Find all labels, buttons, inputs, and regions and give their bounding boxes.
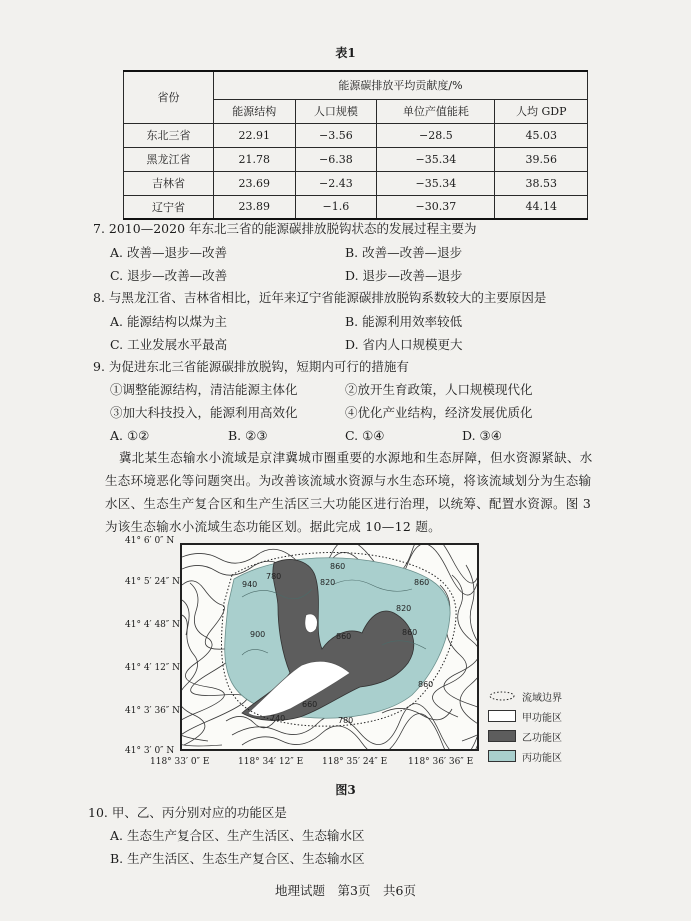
row-name: 黑龙江省 (124, 147, 214, 171)
functional-zone-map (180, 543, 479, 751)
contour-label: 780 (266, 572, 282, 581)
table-row (124, 195, 588, 219)
q9-option-a[interactable]: A. ①② (110, 428, 150, 443)
jia-swatch (488, 710, 516, 722)
contour-label: 740 (270, 714, 286, 723)
contour-label: 820 (320, 578, 336, 587)
q9-statement-1: ①调整能源结构，清洁能源主体化 (110, 382, 298, 397)
legend-label: 流域边界 (522, 692, 562, 704)
contour-label: 860 (414, 578, 430, 587)
bing-swatch (488, 750, 516, 762)
legend-label: 丙功能区 (522, 752, 562, 764)
column-header: 单位产值能耗 (377, 99, 495, 123)
cell: −35.34 (377, 171, 495, 195)
cell: −1.6 (295, 195, 377, 219)
lat-label: 41° 3′ 0″ N (125, 746, 175, 756)
q10-option-b[interactable]: B. 生产生活区、生态生产复合区、生态输水区 (110, 851, 365, 866)
yi-swatch (488, 730, 516, 742)
lat-label: 41° 6′ 0″ N (125, 536, 175, 546)
lon-label: 118° 34′ 12″ E (238, 757, 304, 767)
lon-label: 118° 35′ 24″ E (322, 757, 388, 767)
cell: −2.43 (295, 171, 377, 195)
data-table (123, 70, 588, 220)
map-legend (488, 686, 588, 766)
cell: 38.53 (495, 171, 588, 195)
q9-stem: 9. 为促进东北三省能源碳排放脱钩，短期内可行的措施有 (93, 359, 409, 374)
column-header: 人口规模 (295, 99, 377, 123)
contour-label: 660 (302, 700, 318, 709)
passage-text: 冀北某生态输水小流域是京津冀城市圈重要的水源地和生态屏障，但水资源紧缺、水生态环境恶化等问题突出。为改善该流域水资源与水生态环境，将该流域划分为生态输水区、生态生产复合区和生产生活区三大功能区进行治理，以统筹、配置水资源。图 3 为该生态输水小流域生态功能区划。据此完成 10—12 题。 (105, 450, 593, 534)
q9-option-b[interactable]: B. ②③ (228, 428, 268, 443)
q7-option-d[interactable]: D. 退步—改善—退步 (345, 268, 463, 283)
cell: −6.38 (295, 147, 377, 171)
column-header: 人均 GDP (495, 99, 588, 123)
cell: −30.37 (377, 195, 495, 219)
zone-jia-small (305, 614, 317, 633)
cell: 22.91 (214, 123, 296, 147)
q7-stem: 7. 2010—2020 年东北三省的能源碳排放脱钩状态的发展过程主要为 (93, 221, 477, 236)
q8-option-c[interactable]: C. 工业发展水平最高 (110, 337, 228, 352)
cell: −28.5 (377, 123, 495, 147)
cell: 21.78 (214, 147, 296, 171)
contour-label: 860 (402, 628, 418, 637)
lon-label: 118° 36′ 36″ E (408, 757, 474, 767)
q9-statement-4: ④优化产业结构，经济发展优质化 (345, 405, 533, 420)
header-group: 能源碳排放平均贡献度/% (214, 71, 588, 99)
table-row (124, 171, 588, 195)
cell: 39.56 (495, 147, 588, 171)
contour-label: 900 (250, 630, 266, 639)
lat-label: 41° 3′ 36″ N (125, 706, 180, 716)
q7-option-c[interactable]: C. 退步—改善—改善 (110, 268, 228, 283)
column-header: 能源结构 (214, 99, 296, 123)
boundary-swatch (488, 690, 516, 702)
table-row (124, 147, 588, 171)
page-footer: 地理试题 第3页 共6页 (275, 883, 416, 898)
contour-label: 820 (396, 604, 412, 613)
figure-caption: 图3 (335, 783, 356, 797)
q10-stem: 10. 甲、乙、丙分别对应的功能区是 (88, 805, 287, 820)
q9-option-d[interactable]: D. ③④ (462, 428, 502, 443)
lat-label: 41° 5′ 24″ N (125, 577, 180, 587)
lat-label: 41° 4′ 48″ N (125, 620, 180, 630)
q8-option-b[interactable]: B. 能源利用效率较低 (345, 314, 463, 329)
cell: −3.56 (295, 123, 377, 147)
legend-label: 甲功能区 (522, 712, 562, 724)
header-province: 省份 (124, 71, 214, 123)
map-svg (182, 545, 479, 751)
row-name: 辽宁省 (124, 195, 214, 219)
legend-item (488, 686, 588, 706)
cell: 45.03 (495, 123, 588, 147)
q9-option-c[interactable]: C. ①④ (345, 428, 385, 443)
q8-stem: 8. 与黑龙江省、吉林省相比，近年来辽宁省能源碳排放脱钩系数较大的主要原因是 (93, 290, 547, 305)
cell: 23.69 (214, 171, 296, 195)
q10-option-a[interactable]: A. 生态生产复合区、生产生活区、生态输水区 (110, 828, 365, 843)
passage (105, 446, 593, 538)
lon-label: 118° 33′ 0″ E (150, 757, 210, 767)
legend-label: 乙功能区 (522, 732, 562, 744)
contour-label: 860 (418, 680, 434, 689)
q8-option-d[interactable]: D. 省内人口规模更大 (345, 337, 463, 352)
row-name: 东北三省 (124, 123, 214, 147)
contour-label: 940 (242, 580, 258, 589)
legend-item (488, 706, 588, 726)
legend-item (488, 746, 588, 766)
q9-statement-2: ②放开生育政策，人口规模现代化 (345, 382, 533, 397)
cell: 44.14 (495, 195, 588, 219)
cell: 23.89 (214, 195, 296, 219)
lat-label: 41° 4′ 12″ N (125, 663, 180, 673)
q7-option-a[interactable]: A. 改善—退步—改善 (110, 245, 227, 260)
q9-statement-3: ③加大科技投入，能源利用高效化 (110, 405, 298, 420)
legend-item (488, 726, 588, 746)
cell: −35.34 (377, 147, 495, 171)
contour-label: 860 (336, 632, 352, 641)
q7-option-b[interactable]: B. 改善—改善—退步 (345, 245, 463, 260)
row-name: 吉林省 (124, 171, 214, 195)
q8-option-a[interactable]: A. 能源结构以煤为主 (110, 314, 227, 329)
table-row (124, 123, 588, 147)
contour-label: 780 (338, 716, 354, 725)
table-caption: 表1 (335, 46, 356, 60)
contour-label: 860 (330, 562, 346, 571)
